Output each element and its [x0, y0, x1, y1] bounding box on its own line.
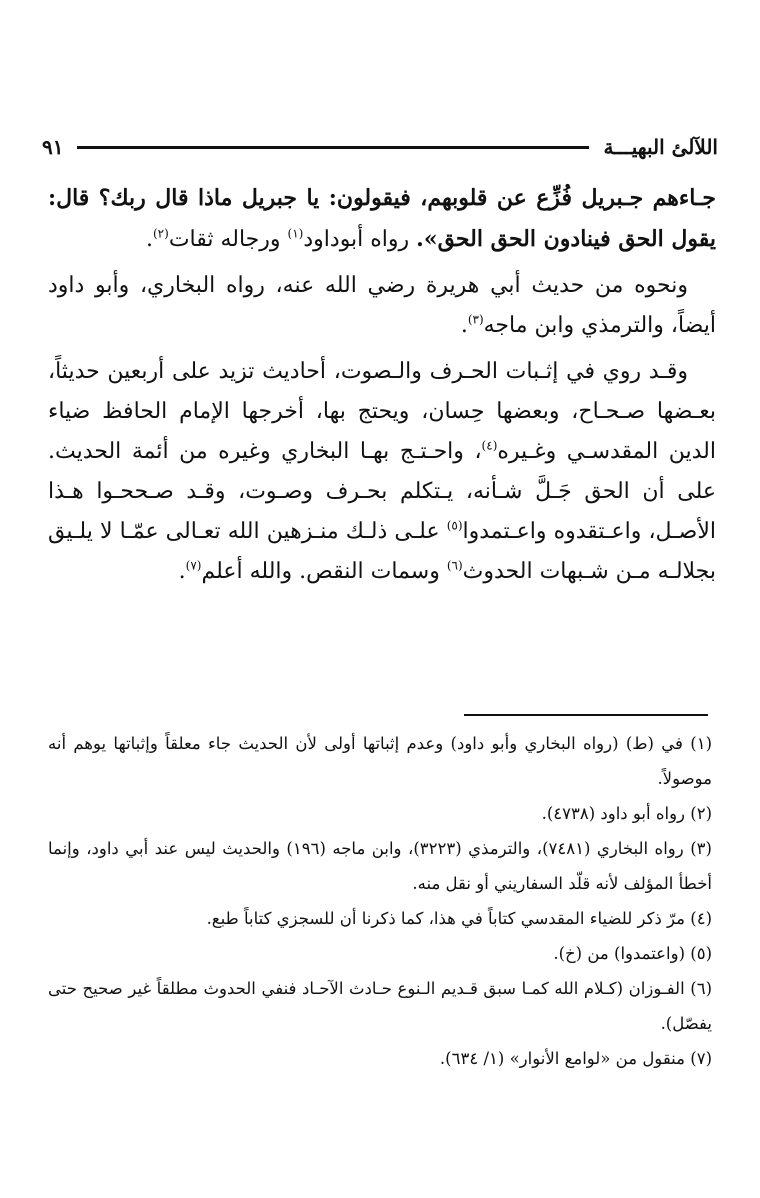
- footnote-4: (٤) مرّ ذكر للضياء المقدسي كتاباً في هذا، كما ذكرنا أن للسجزي كتاباً طبع.: [206, 909, 712, 928]
- paragraph-3-part-c: علـى ذلـك منـزهين الله تعـالى عمّـا لا يلـيق بجلالـه مـن شـبهات الحدوث: [48, 519, 716, 584]
- narration-text: رواه أبوداود: [303, 227, 410, 252]
- paragraph-3-part-a: وقـد روي في إثـبات الحـرف والـصوت، أحاديث تزيد على أربعين حديثاً، بعـضها صـحـاح، وبعضها حِسان، ويحتج بها، أخرجها الإمام الحافظ ضياء الدين المقدسـي وغـيره: [48, 359, 716, 464]
- paragraph-2-text: ونحوه من حديث أبي هريرة رضي الله عنه، رواه البخاري، وأبو داود أيضاً، والترمذي وابن ماجه: [48, 273, 716, 338]
- footnote-ref-7: (٧): [185, 558, 202, 573]
- period: .: [178, 559, 186, 584]
- page-number: ٩١: [42, 135, 64, 159]
- footnotes: [48, 726, 712, 1076]
- footnote-5: (٥) (واعتمدوا) من (خ).: [553, 944, 712, 963]
- paragraph-3-part-d: وسمات النقص. والله أعلم: [201, 559, 440, 584]
- footnote-ref-2: (٢): [152, 226, 169, 241]
- paragraph-2: [48, 266, 716, 346]
- footnote-2: (٢) رواه أبو داود (٤٧٣٨).: [541, 804, 712, 823]
- paragraph-1: [48, 178, 716, 260]
- running-head: اللآلئ البهيـــة: [603, 135, 718, 159]
- paragraph-3-part-b: ، واحـتـج بهـا البخاري وغيره من أئمة الحديث. على أن الحق جَـلَّ شـأنه، يـتكلم بحـرف وصـوت، وقـد صـححـوا هـذا الأصـل، واعـتقدوه واعـتمدوا: [48, 439, 716, 544]
- footnote-ref-5: (٥): [446, 518, 463, 533]
- footnote-ref-3: (٣): [467, 312, 484, 327]
- period: .: [145, 227, 153, 252]
- period: .: [460, 313, 468, 338]
- footnote-separator: [464, 714, 708, 716]
- paragraph-3: [48, 352, 716, 592]
- footnote-ref-1: (١): [287, 226, 304, 241]
- footnote-ref-4: (٤): [481, 438, 498, 453]
- footnote-3: (٣) رواه البخاري (٧٤٨١)، والترمذي (٣٢٢٣)، وابن ماجه (١٩٦) والحديث ليس عند أبي داود، وإنما أخطأ المؤلف لأنه قلّد السفاريني أو نقل منه.: [48, 839, 712, 893]
- page-header: [42, 130, 718, 164]
- footnote-ref-6: (٦): [446, 558, 463, 573]
- narration-tail: ورجاله ثقات: [168, 227, 281, 252]
- main-text: [48, 178, 716, 598]
- hadith-quote: جـاءهم جـبريل فُزِّع عن قلوبهم، فيقولون: يا جبريل ماذا قال ربك؟ قال: يقول الحق فينادون الحق الحق».: [48, 185, 716, 252]
- header-rule: [77, 146, 589, 149]
- footnote-1: (١) في (ط) (رواه البخاري وأبو داود) وعدم إثباتها أولى لأن الحديث جاء معلقاً وإثباتها يوهم أنه موصولاً.: [48, 734, 712, 788]
- footnote-6: (٦) الفـوزان (كـلام الله كمـا سبق قـديم الـنوع حـادث الآحـاد فنفي الحدوث مطلقاً غير صحيح حتى يفصّل).: [48, 979, 712, 1033]
- footnote-7: (٧) منقول من «لوامع الأنوار» (١/ ٦٣٤).: [439, 1049, 712, 1068]
